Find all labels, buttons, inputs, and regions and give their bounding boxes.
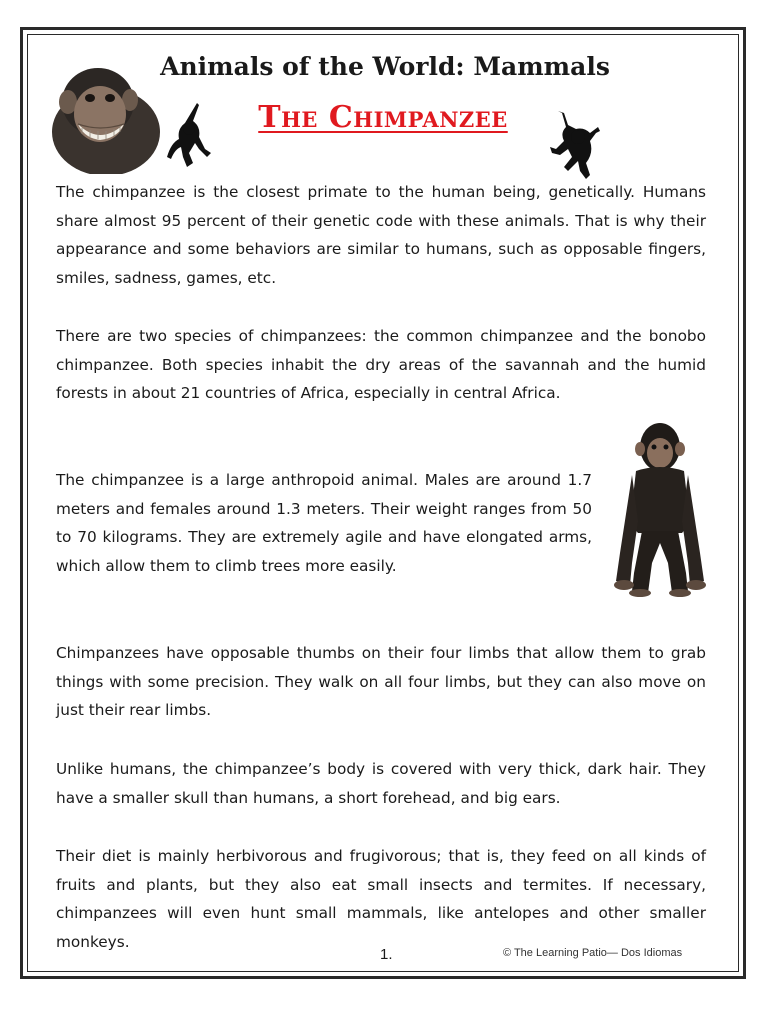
paragraph-species: There are two species of chimpanzees: the common chimpanzee and the bonobo chimpanzee. Both species inhabit the dry areas of the savannah and the humid forests in about 21 countries of Africa, especially in central Africa. xyxy=(56,327,706,402)
series-title: Animals of the World: Mammals xyxy=(160,52,610,81)
paragraph-thumbs: Chimpanzees have opposable thumbs on their four limbs that allow them to grab things with some precision. They walk on all four limbs, but they can also move on just their rear limbs. xyxy=(56,644,706,719)
copyright-notice: © The Learning Patio— Dos Idiomas xyxy=(503,947,683,959)
paragraph-size: The chimpanzee is a large anthropoid animal. Males are around 1.7 meters and females around 1.3 meters. Their weight ranges from 50 to 70 kilograms. They are extremely agile and have elongated arms, which allow them to climb trees more easily. xyxy=(56,471,592,575)
paragraph-hair: Unlike humans, the chimpanzee’s body is covered with very thick, dark hair. They have a smaller skull than humans, a short forehead, and big ears. xyxy=(56,760,706,807)
standing-chimpanzee-image xyxy=(612,413,708,597)
page-number: 1. xyxy=(380,946,393,963)
paragraph-genetics: The chimpanzee is the closest primate to the human being, genetically. Humans share almost 95 percent of their genetic code with these animals. That is why their appearance and some behaviors are similar to humans, such as opposable fingers, smiles, sadness, games, etc. xyxy=(56,183,706,287)
paragraph-diet: Their diet is mainly herbivorous and frugivorous; that is, they feed on all kinds of fruits and plants, but they also eat small insects and termites. If necessary, chimpanzees will even hunt small mammals, like antelopes and other smaller monkeys. xyxy=(56,847,706,951)
page-title: The Chimpanzee xyxy=(258,100,508,135)
